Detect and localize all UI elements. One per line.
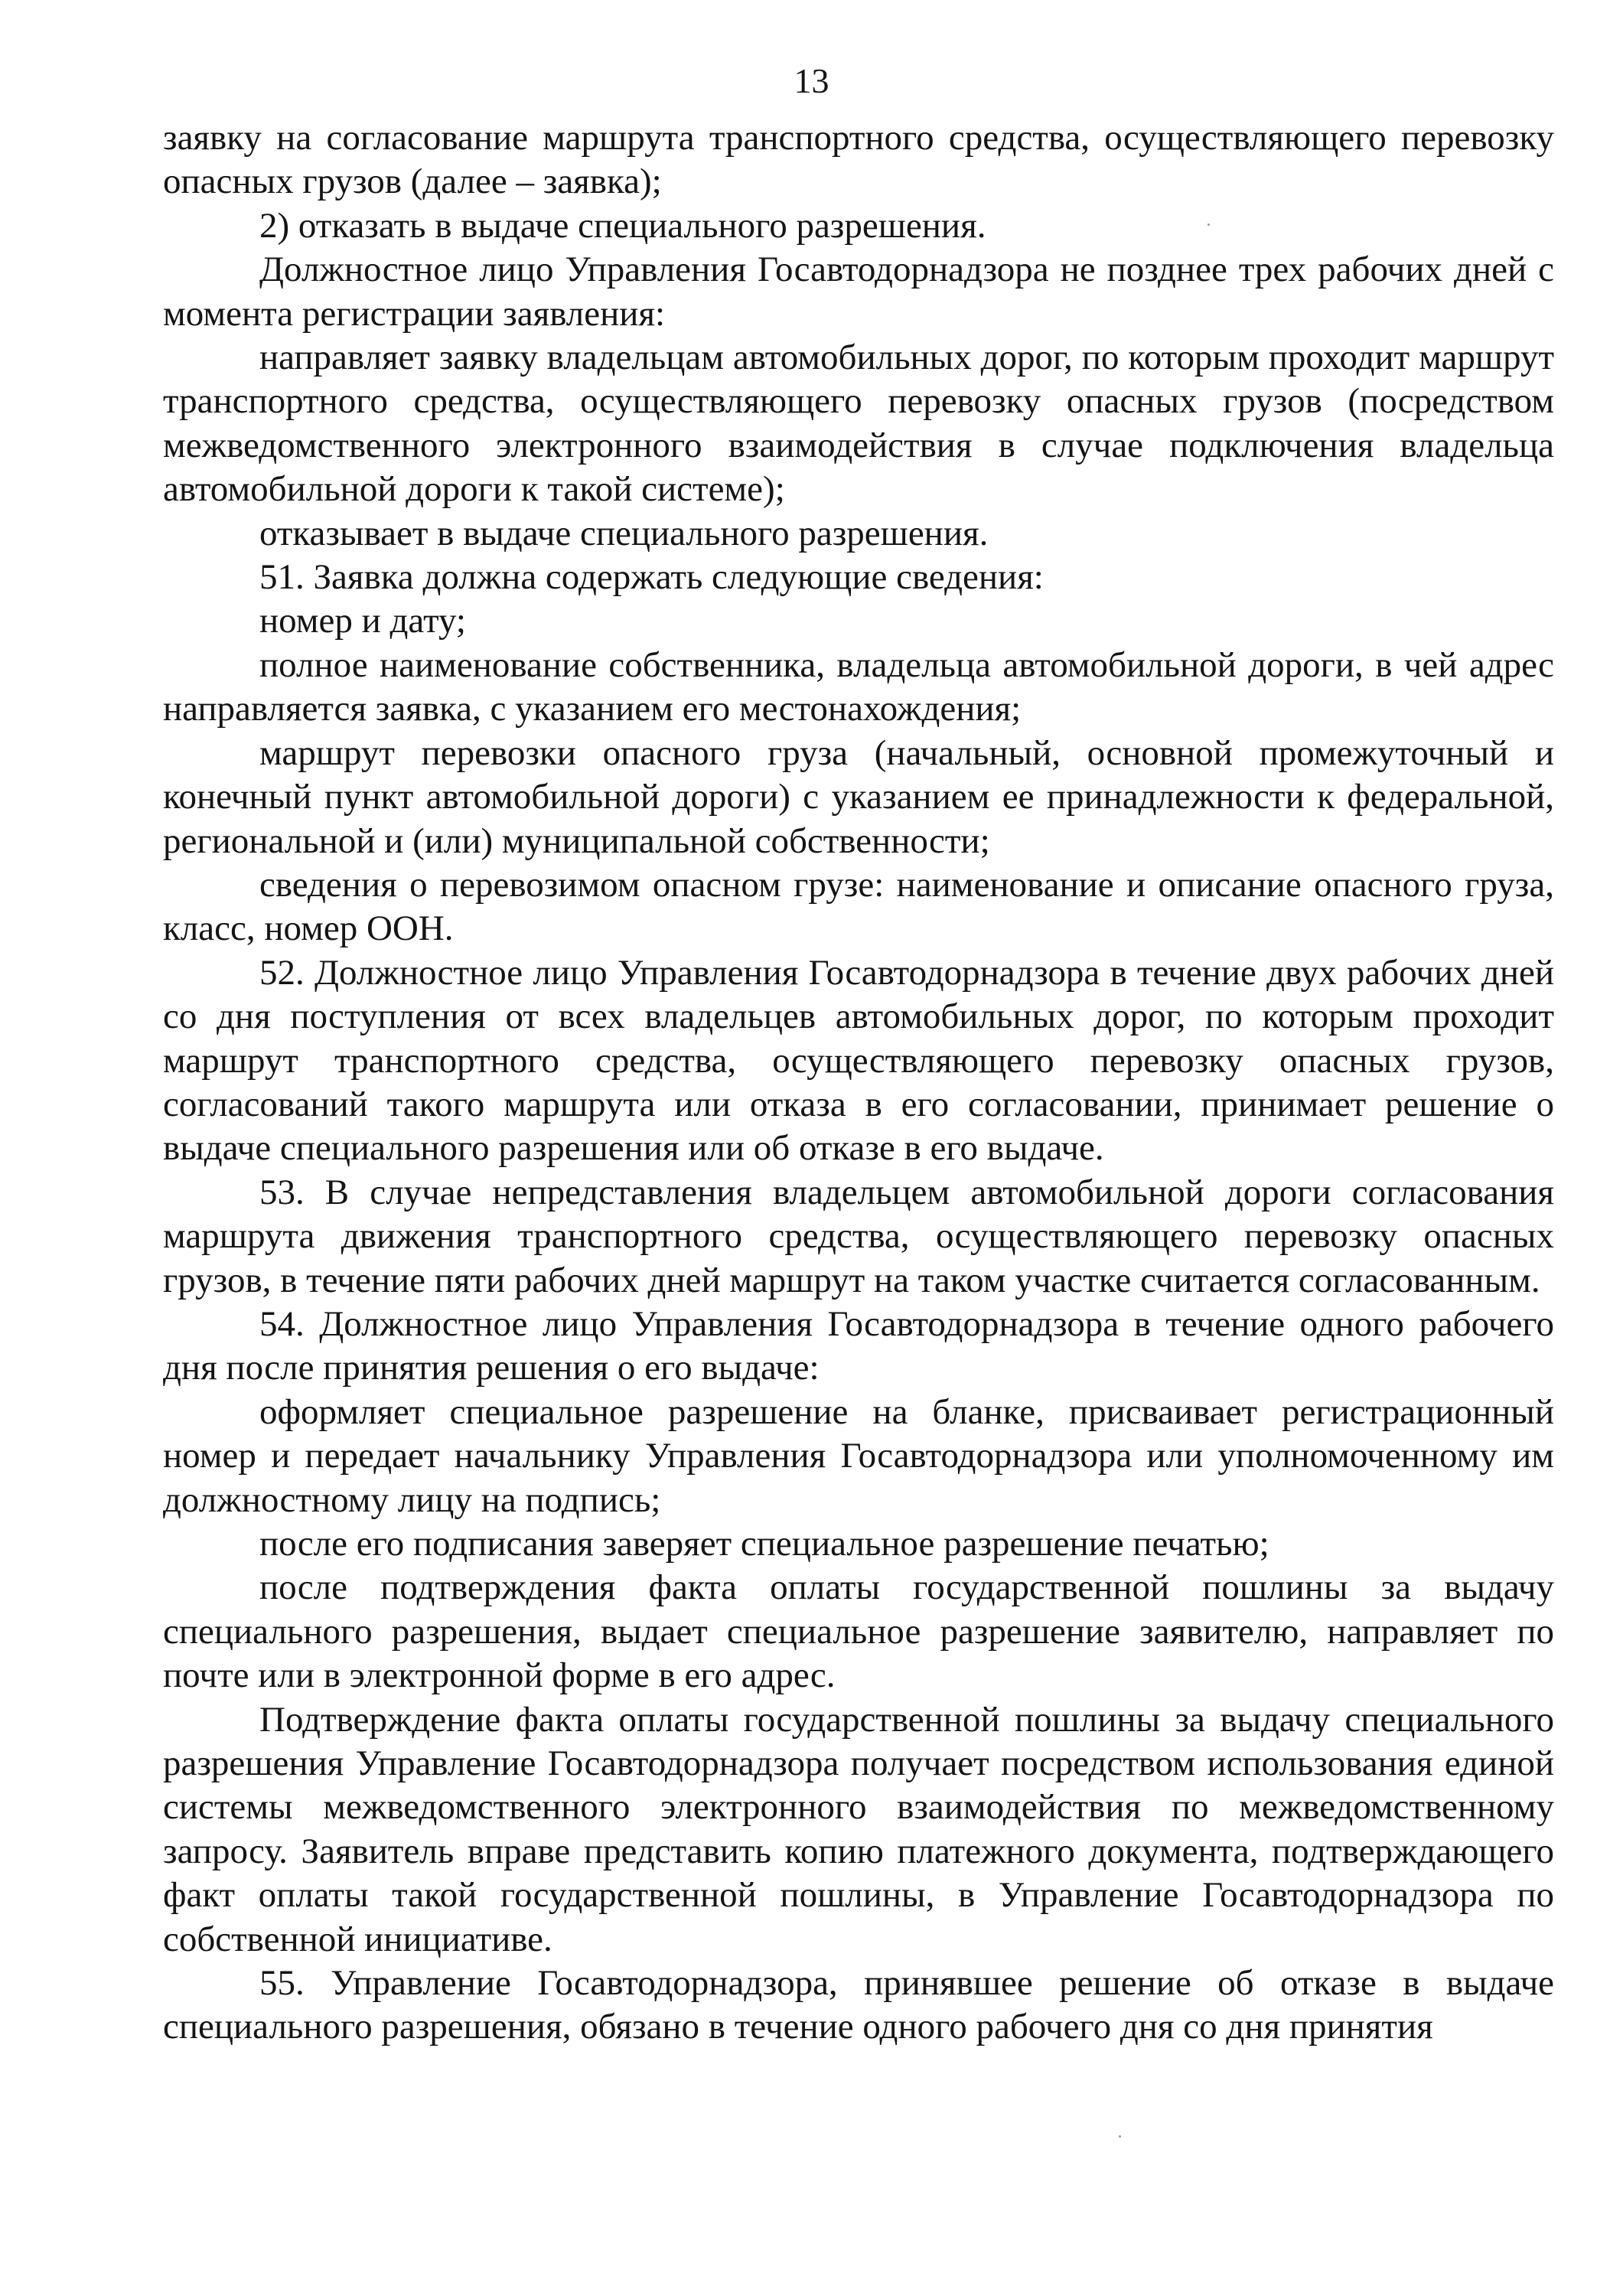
paragraph-payment-confirmation: Подтверждение факта оплаты государственной пошлины за выдачу специального разрешения Управление Госавтодорнадзора получает посредством использования единой системы межведомственного электронного взаимодействия по межведомственному запросу. Заявитель вправе представить копию платежного документа, подтверждающего факт оплаты такой государственной пошлины, в Управление Госавтодорнадзора по собственной инициативе. [163,1699,1554,1959]
page-number: 13 [794,61,829,100]
paragraph-53: 53. В случае непредставления владельцем автомобильной дороги согласования маршрута движения транспортного средства, осуществляющего перевозку опасных грузов, в течение пяти рабочих дней маршрут на таком участке считается согласованным. [163,1172,1554,1300]
paragraph-54: 54. Должностное лицо Управления Госавтодорнадзора в течение одного рабочего дня после принятия решения о его выдаче: [163,1303,1554,1388]
paragraph-cargo-info: сведения о перевозимом опасном грузе: наименование и описание опасного груза, класс, номер ООН. [163,864,1554,949]
scan-speck [1119,2135,1121,2138]
paragraph-51: 51. Заявка должна содержать следующие сведения: [259,557,1044,598]
paragraph-application-continuation: заявку на согласование маршрута транспортного средства, осуществляющего перевозку опасных грузов (далее – заявка); [163,118,1554,202]
paragraph-number-date: номер и дату; [259,601,466,641]
paragraph-refuse-permit: 2) отказать в выдаче специального разрешения. [259,205,986,246]
paragraph-issues-form: оформляет специальное разрешение на бланке, присваивает регистрационный номер и передает начальнику Управления Госавтодорнадзора или уполномоченному им должностному лицу на подпись; [163,1391,1554,1520]
paragraph-sends-application: направляет заявку владельцам автомобильных дорог, по которым проходит маршрут транспортного средства, осуществляющего перевозку опасных грузов (посредством межведомственного электронного взаимодействия в случае подключения владельца автомобильной дороги к такой системе); [163,338,1554,510]
paragraph-52: 52. Должностное лицо Управления Госавтодорнадзора в течение двух рабочих дней со дня поступления от всех владельцев автомобильных дорог, по которым проходит маршрут транспортного средства, осуществляющего перевозку опасных грузов, согласований такого маршрута или отказа в его согласовании, принимает решение о выдаче специального разрешения или об отказе в его выдаче. [163,952,1554,1169]
paragraph-refuses-permit: отказывает в выдаче специального разрешения. [259,513,989,553]
paragraph-official-three-days: Должностное лицо Управления Госавтодорнадзора не позднее трех рабочих дней с момента регистрации заявления: [163,249,1554,334]
paragraph-certifies-seal: после его подписания заверяет специальное разрешение печатью; [259,1524,1269,1564]
scan-speck [1207,223,1210,226]
paragraph-after-payment: после подтверждения факта оплаты государственной пошлины за выдачу специального разрешения, выдает специальное разрешение заявителю, направляет по почте или в электронной форме в его адрес. [163,1567,1554,1696]
paragraph-owner-name: полное наименование собственника, владельца автомобильной дороги, в чей адрес направляется заявка, с указанием его местонахождения; [163,644,1554,729]
document-body [163,116,1554,2050]
paragraph-55: 55. Управление Госавтодорнадзора, принявшее решение об отказе в выдаче специального разрешения, обязано в течение одного рабочего дня со дня принятия [163,1963,1554,2047]
paragraph-route: маршрут перевозки опасного груза (начальный, основной промежуточный и конечный пункт автомобильной дороги) с указанием ее принадлежности к федеральной, региональной и (или) муниципальной собственности; [163,732,1554,861]
